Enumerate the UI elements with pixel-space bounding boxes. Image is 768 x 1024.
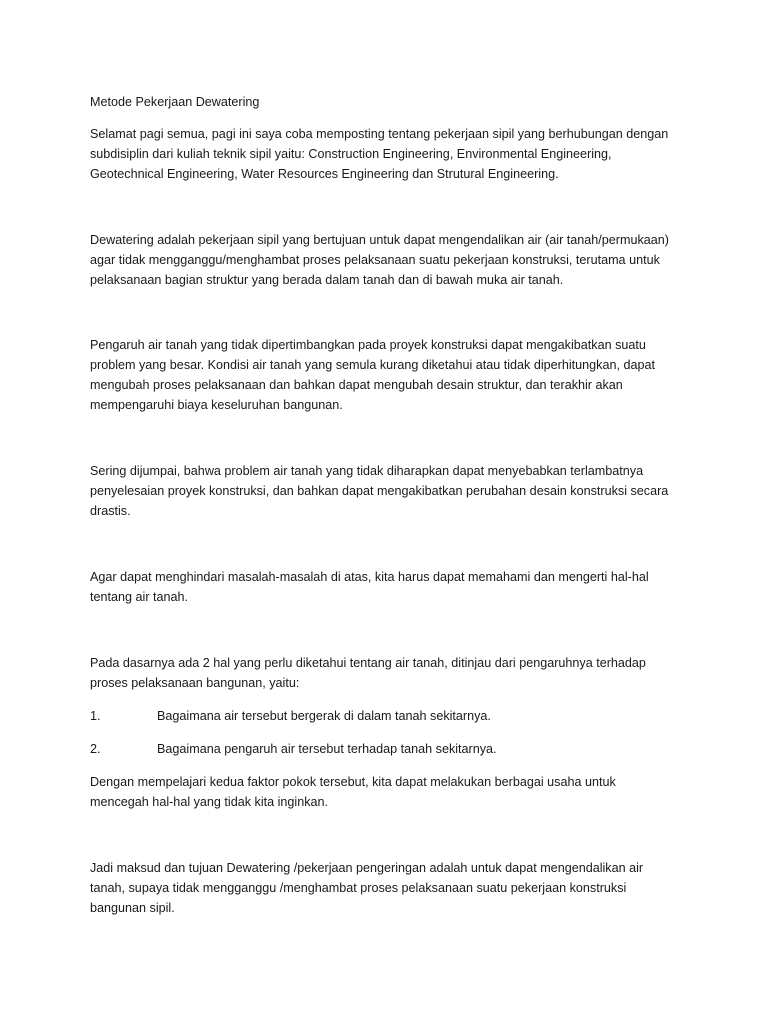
paragraph-line: subdisiplin dari kuliah teknik sipil yaitu: Construction Engineering, Environmental Engineering, <box>90 147 612 161</box>
paragraph-line: bangunan sipil. <box>90 901 175 915</box>
paragraph-line: Sering dijumpai, bahwa problem air tanah yang tidak diharapkan dapat menyebabkan terlambatnya <box>90 464 644 478</box>
paragraph-basics <box>90 653 690 693</box>
list-item-text: Bagaimana air tersebut bergerak di dalam tanah sekitarnya. <box>157 709 491 723</box>
paragraph-line: Geotechnical Engineering, Water Resources Engineering dan Strutural Engineering. <box>90 167 559 181</box>
paragraph-line: Dengan mempelajari kedua faktor pokok tersebut, kita dapat melakukan berbagai usaha untuk <box>90 775 616 789</box>
paragraph-line: Pengaruh air tanah yang tidak dipertimbangkan pada proyek konstruksi dapat mengakibatkan suatu <box>90 338 646 352</box>
paragraph-study <box>90 772 690 812</box>
paragraph-line: tanah, supaya tidak mengganggu /menghambat proses pelaksanaan suatu pekerjaan konstruksi <box>90 881 627 895</box>
paragraph-line: mencegah hal-hal yang tidak kita inginkan. <box>90 795 329 809</box>
paragraph-line: pelaksanaan bagian struktur yang berada dalam tanah dan di bawah muka air tanah. <box>90 273 564 287</box>
paragraph-line: Pada dasarnya ada 2 hal yang perlu diketahui tentang air tanah, ditinjau dari pengaruhnya terhadap <box>90 656 646 670</box>
paragraph-line: mengubah proses pelaksanaan dan bahkan dapat mengubah desain struktur, dan terakhir akan <box>90 378 623 392</box>
paragraph-line: tentang air tanah. <box>90 590 189 604</box>
paragraph-definition <box>90 230 690 290</box>
paragraph-line: drastis. <box>90 504 131 518</box>
list-item-number: 2. <box>90 742 101 756</box>
paragraph-intro <box>90 124 690 184</box>
paragraph-line: proses pelaksanaan bangunan, yaitu: <box>90 676 300 690</box>
paragraph-line: problem yang besar. Kondisi air tanah yang semula kurang diketahui atau tidak diperhitungkan, dapat <box>90 358 655 372</box>
paragraph-purpose <box>90 858 690 918</box>
list-item-text: Bagaimana pengaruh air tersebut terhadap tanah sekitarnya. <box>157 742 497 756</box>
paragraph-avoid <box>90 567 690 607</box>
list-item-number: 1. <box>90 709 101 723</box>
paragraph-line: Dewatering adalah pekerjaan sipil yang bertujuan untuk dapat mengendalikan air (air tanah/permukaan) <box>90 233 669 247</box>
paragraph-line: mempengaruhi biaya keseluruhan bangunan. <box>90 398 343 412</box>
title-line: Metode Pekerjaan Dewatering <box>90 95 260 109</box>
paragraph-line: Agar dapat menghindari masalah-masalah di atas, kita harus dapat memahami dan mengerti hal-hal <box>90 570 649 584</box>
paragraph-problems <box>90 461 690 521</box>
document-title <box>90 92 690 112</box>
paragraph-line: Jadi maksud dan tujuan Dewatering /pekerjaan pengeringan adalah untuk dapat mengendalikan air <box>90 861 644 875</box>
paragraph-line: penyelesaian proyek konstruksi, dan bahkan dapat mengakibatkan perubahan desain konstruksi secara <box>90 484 669 498</box>
paragraph-line: Selamat pagi semua, pagi ini saya coba memposting tentang pekerjaan sipil yang berhubungan dengan <box>90 127 669 141</box>
paragraph-line: agar tidak mengganggu/menghambat proses pelaksanaan suatu pekerjaan konstruksi, terutama untuk <box>90 253 660 267</box>
paragraph-influence <box>90 335 690 415</box>
